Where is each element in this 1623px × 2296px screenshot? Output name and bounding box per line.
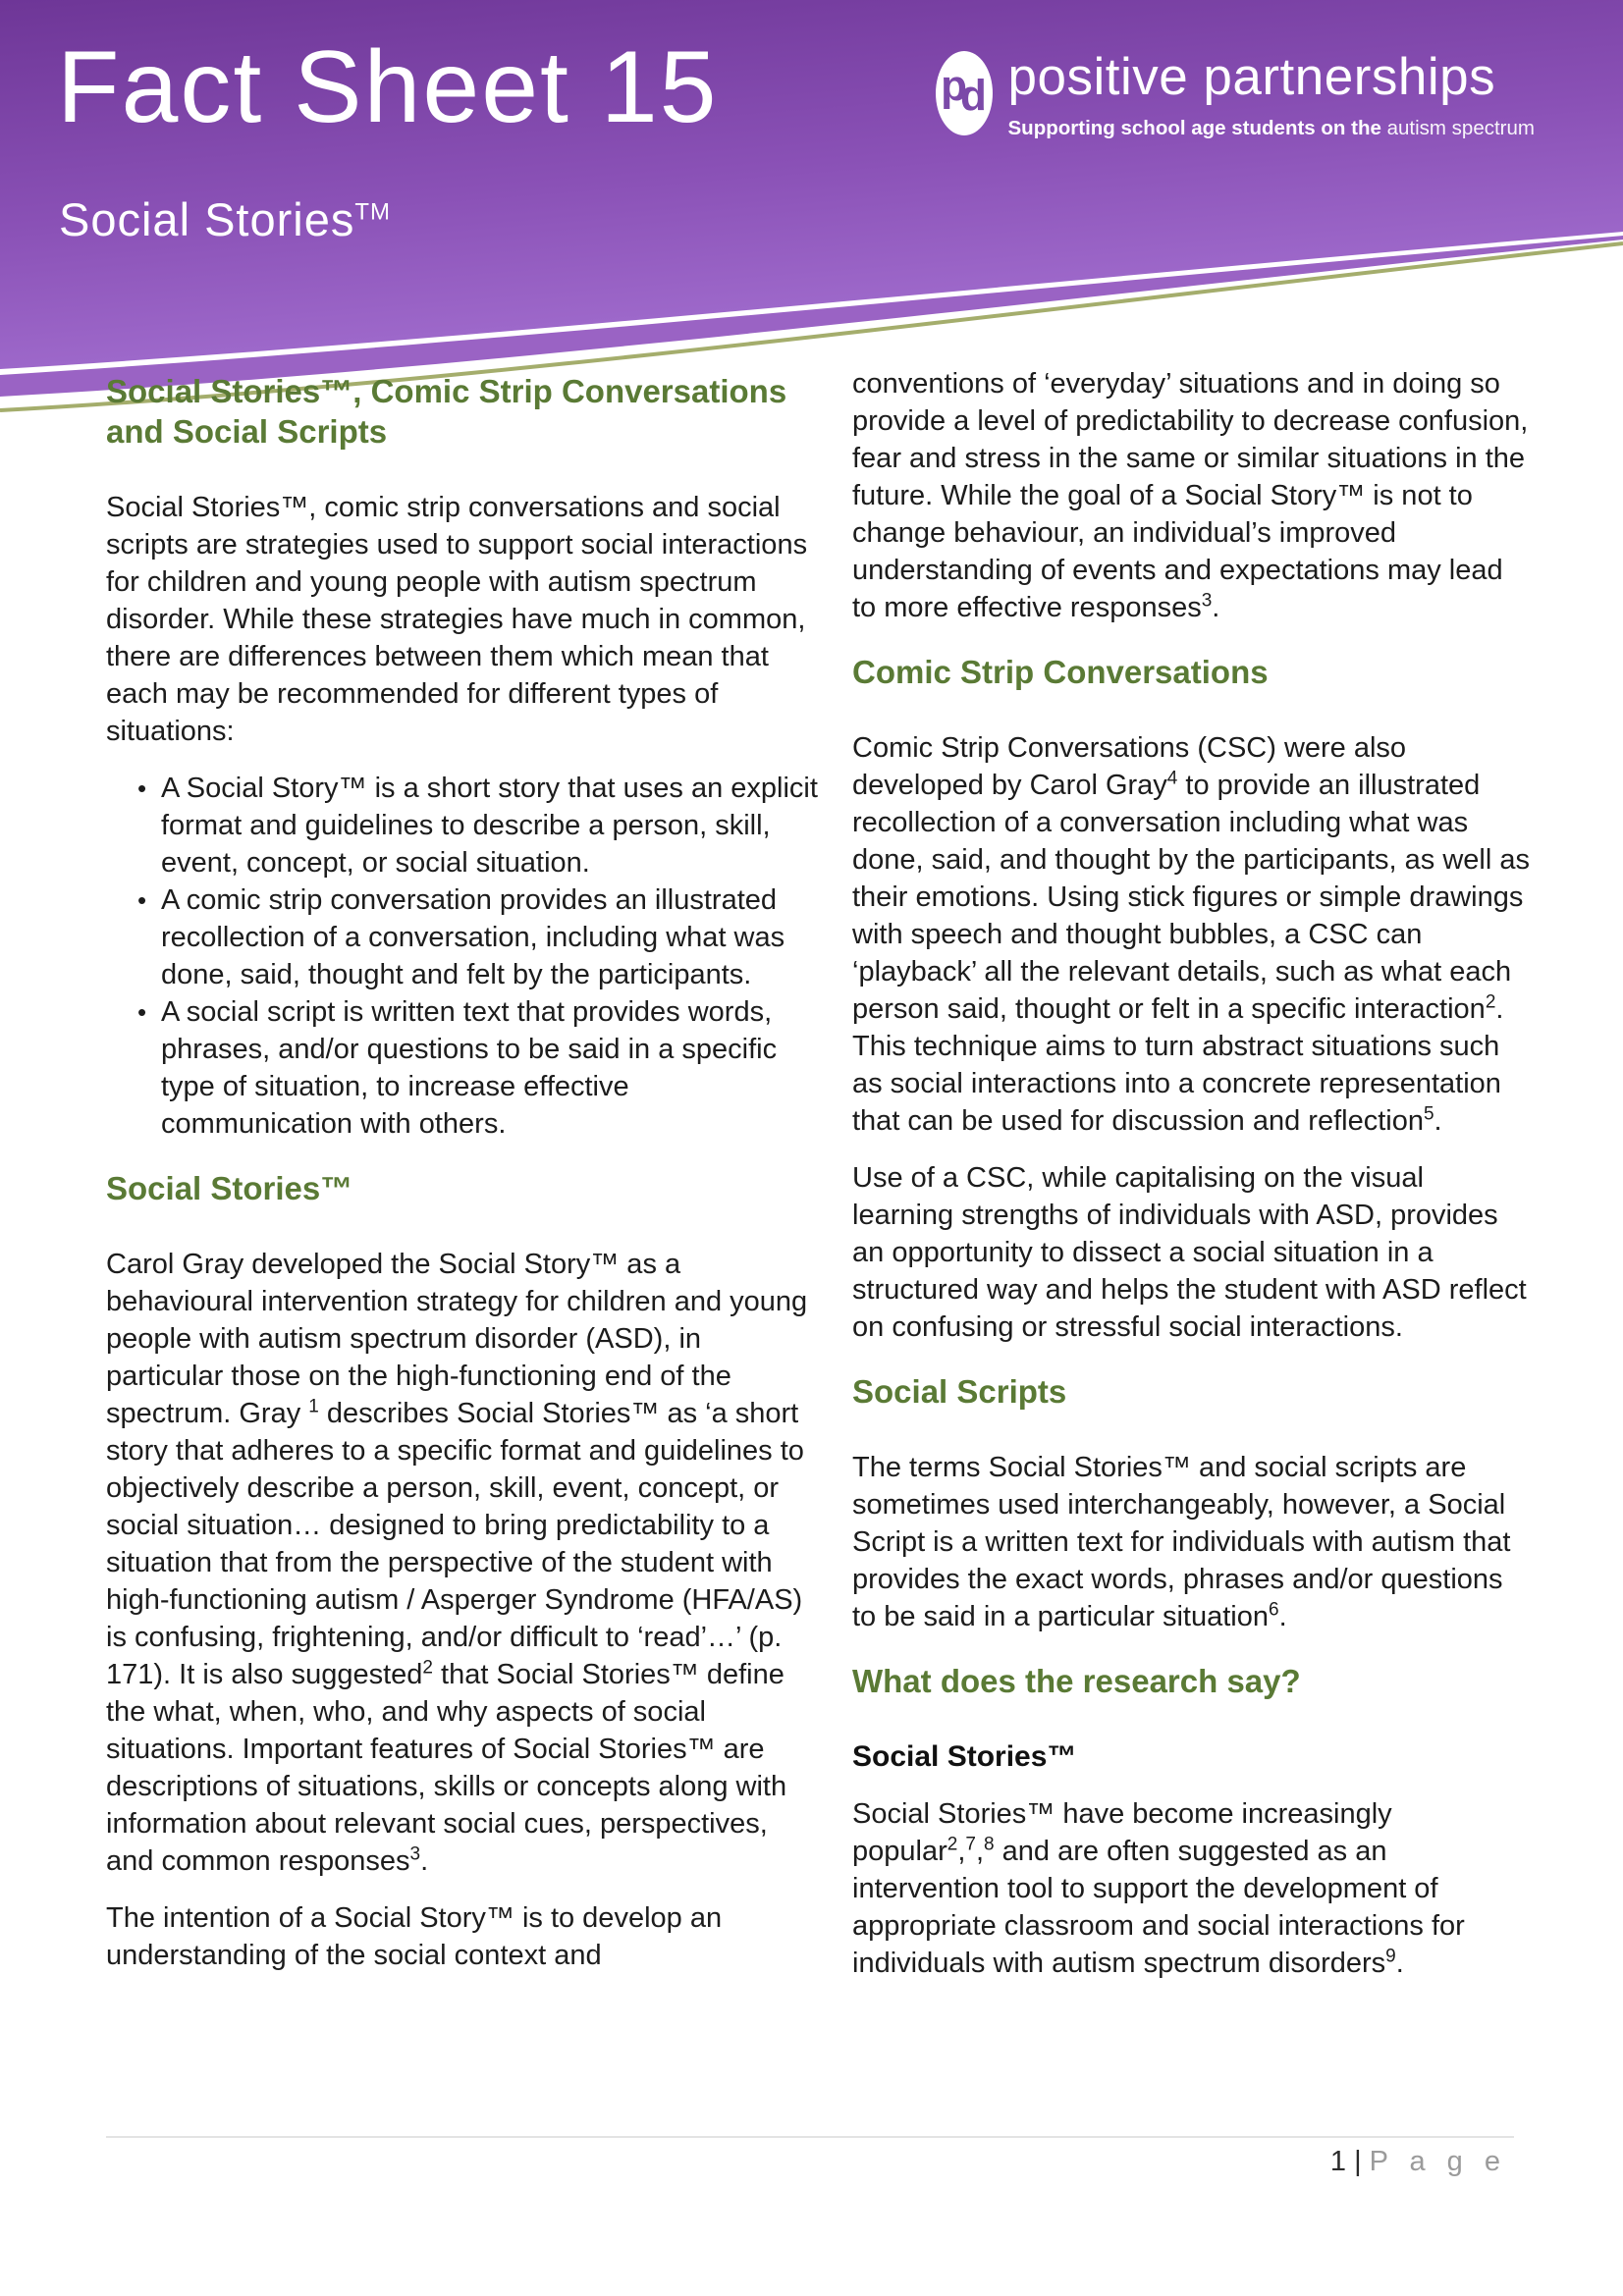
reference-superscript: 3 [409,1843,421,1865]
brand-tagline-light: autism spectrum [1386,117,1535,139]
brand-logo-mark-icon [936,51,993,135]
reference-superscript: 2 [947,1834,958,1855]
brand-logo-text [1007,48,1536,140]
body-paragraph: Carol Gray developed the Social Story™ as a behavioural intervention strategy for children and young people with autism spectrum disorder (ASD), in particular those on the high-functioning end of the spectrum. Gray $^1$ describes Social Stories™ as ‘a short story that adheres to a specific format and guidelines to objectively describe a person, skill, event, concept, or social situation… designed to bring predictability to a situation that from the perspective of the student with high-functioning autism / Asperger Syndrome (HFA/AS) is confusing, frightening, and/or difficult to ‘read’…’ (p. 171). It is also suggested$^2$ that Social Stories™ define the what, when, who, and why aspects of social situations. Important features of Social Stories™ are descriptions of situations, skills or concepts along with information about relevant social cues, perspectives, and common responses$^3$. [106,1249,808,1877]
sub-heading: Social Stories™ [852,1740,1077,1773]
page-title: Fact Sheet 15 [57,30,719,144]
logo-letter-p-rotated: p [960,78,987,126]
reference-superscript: 6 [1268,1599,1279,1621]
brand-name: positive partnerships [1007,48,1496,106]
page-number [1330,2146,1507,2178]
reference-superscript: 2 [422,1657,433,1679]
body-paragraph: Social Stories™ have become increasingly popular$^2$,$^7$,$^8$ and are often suggested as an intervention tool to support the development of appropriate classroom and social interactions for individuals with autism spectrum disorders$^9$. [852,1798,1465,1979]
section-heading: Social Stories™ [106,1170,353,1206]
reference-superscript: 2 [1485,991,1496,1013]
document-body [106,365,1532,2002]
left-column [106,365,819,2002]
right-column [852,365,1532,2002]
reference-superscript: 3 [1201,590,1213,612]
reference-superscript: 4 [1166,768,1178,789]
reference-superscript: 1 [308,1396,319,1417]
body-paragraph: Social Stories™, comic strip conversations and social scripts are strategies used to support social interactions for children and young people with autism spectrum disorder. While these strategies have much in common, there are differences between them which mean that each may be recommended for different types of situations: [106,492,808,747]
section-heading: Comic Strip Conversations [852,654,1269,690]
brand-tagline-bold: Supporting school age students on the [1007,117,1381,139]
brand-logo [936,48,1536,140]
page-subtitle-text: Social Stories [59,193,355,245]
page-header [0,0,1623,422]
section-heading: Social Stories™, Comic Strip Conversations and Social Scripts [106,373,787,450]
bullet-item: • A Social Story™ is a short story that uses an explicit format and guidelines to describe a person, skill, event, concept, or social situation. [137,770,819,881]
body-paragraph: The intention of a Social Story™ is to develop an understanding of the social context and [106,1902,723,1971]
footer-rule [106,2136,1514,2138]
body-paragraph: conventions of ‘everyday’ situations and in doing so provide a level of predictability to decrease confusion, fear and stress in the same or similar situations in the future. While the goal of a Social Story™ is not to change behaviour, an individual’s improved understanding of events and expectations may lead to more effective responses$^3$. [852,368,1529,623]
page-number-separator: | [1354,2146,1362,2177]
page-subtitle [59,192,391,246]
bullet-item: • A social script is written text that provides words, phrases, and/or questions to be said in a specific type of situation, to increase effective communication with others. [137,993,819,1143]
brand-tagline [1008,117,1536,140]
bullet-list [106,770,819,1143]
body-paragraph: Comic Strip Conversations (CSC) were also developed by Carol Gray$^4$ to provide an illustrated recollection of a conversation including what was done, said, and thought by the participants, as well as their emotions. Using stick figures or simple drawings with speech and thought bubbles, a CSC can ‘playback’ all the relevant details, such as what each person said, thought or felt in a specific interaction$^2$. This technique aims to turn abstract situations such as social interactions into a concrete representation that can be used for discussion and reflection$^5$. [852,732,1530,1137]
page-number-label: P a g e [1369,2146,1507,2177]
reference-superscript: 7 [965,1834,976,1855]
body-paragraph: The terms Social Stories™ and social scripts are sometimes used interchangeably, however, a Social Script is a written text for individuals with autism that provides the exact words, phrases and/or questions to be said in a particular situation$^6$. [852,1452,1511,1632]
reference-superscript: 9 [1385,1946,1396,1967]
body-paragraph: Use of a CSC, while capitalising on the visual learning strengths of individuals with ASD, provides an opportunity to dissect a social situation in a structured way and helps the student with ASD reflect on confusing or stressful social interactions. [852,1162,1527,1343]
page-number-value: 1 [1329,2146,1347,2177]
section-heading: What does the research say? [852,1663,1301,1699]
bullet-item: • A comic strip conversation provides an illustrated recollection of a conversation, including what was done, said, thought and felt by the participants. [137,881,819,993]
trademark-superscript: TM [354,198,392,226]
section-heading: Social Scripts [852,1373,1067,1410]
reference-superscript: 8 [984,1834,995,1855]
reference-superscript: 5 [1423,1103,1434,1125]
logo-letter-p-upright: p [941,62,967,110]
